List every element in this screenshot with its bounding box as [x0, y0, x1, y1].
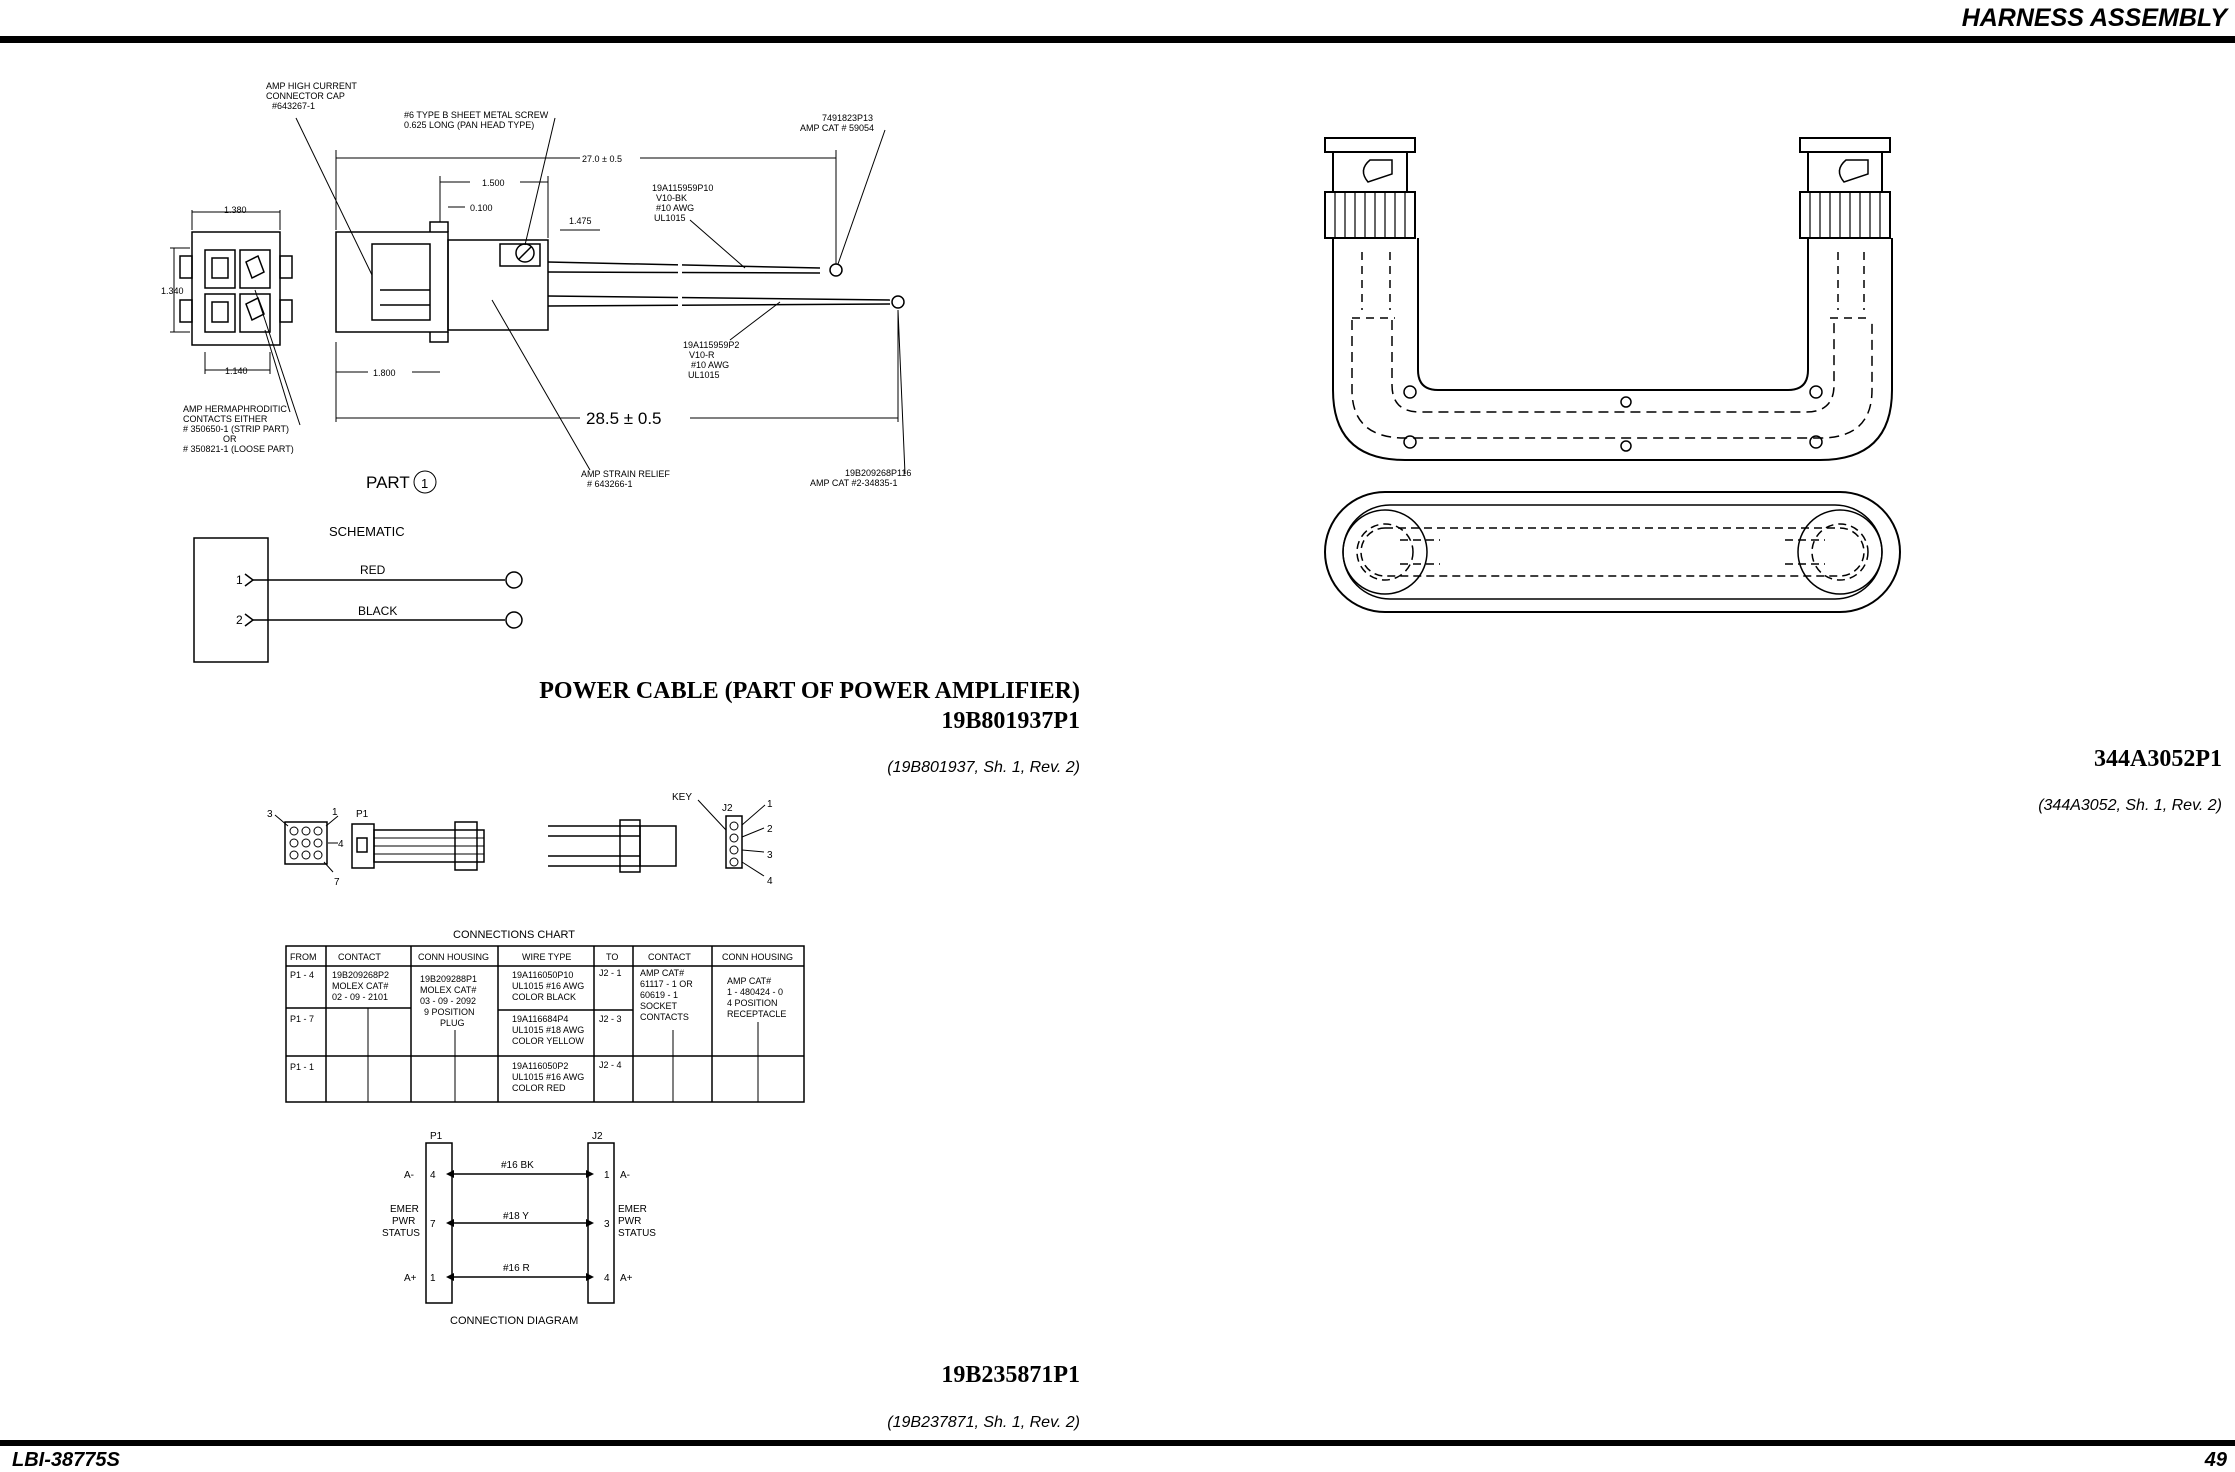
p1-pin-7: 7	[334, 877, 340, 888]
connector-side-view	[336, 222, 904, 342]
left-label-a-minus: A-	[404, 1170, 414, 1181]
wire-r-callout-4: UL1015	[688, 370, 720, 380]
dim-0100: 0.100	[470, 203, 493, 213]
cable-19b235871-labels	[267, 792, 773, 888]
wire-bk-callout-3: #10 AWG	[656, 203, 695, 213]
chart-header-to: TO	[606, 952, 619, 962]
cable-344a3052-drawing	[1325, 138, 1900, 612]
chart-header-contact-2: CONTACT	[648, 952, 691, 962]
right-label-pwr: PWR	[618, 1216, 642, 1227]
cap-callout-1: AMP HIGH CURRENT	[266, 81, 357, 91]
row1-to: J2 - 1	[599, 968, 622, 978]
p1-housing-4: 9 POSITION	[424, 1007, 475, 1017]
p1-label: P1	[356, 809, 369, 820]
power-cable-labels	[161, 81, 911, 627]
dim-1475: 1.475	[569, 216, 592, 226]
schematic-drawing	[194, 538, 522, 662]
p1-pin-3: 3	[267, 809, 273, 820]
diagram-p1-pin-4: 4	[430, 1170, 436, 1181]
chart-header-housing-2: CONN HOUSING	[722, 952, 794, 962]
contacts-callout-4: OR	[223, 434, 237, 444]
dim-1800: 1.800	[373, 368, 396, 378]
wire-bk-callout-1: 19A115959P10	[652, 183, 714, 193]
lug-bottom-callout-2: AMP CAT #2-34835-1	[810, 478, 898, 488]
row2-to: J2 - 3	[599, 1014, 622, 1024]
schematic-wire-red: RED	[360, 563, 386, 577]
wire-18y: #18 Y	[503, 1211, 529, 1222]
schematic-pin-2: 2	[236, 613, 243, 627]
wire-r-callout-3: #10 AWG	[691, 360, 730, 370]
j2-contact-3: 60619 - 1	[640, 990, 679, 1000]
chart-header-wire: WIRE TYPE	[522, 952, 572, 962]
power-cable-reference: (19B801937, Sh. 1, Rev. 2)	[887, 759, 1080, 776]
j2-housing-3: 4 POSITION	[727, 998, 778, 1008]
row3-wire-2: UL1015 #16 AWG	[512, 1072, 585, 1082]
j2-label: J2	[722, 803, 733, 814]
side-dims	[336, 150, 898, 422]
part-label: PART	[366, 473, 410, 492]
cap-callout-3: #643267-1	[272, 101, 316, 111]
power-cable-title-line1: POWER CABLE (PART OF POWER AMPLIFIER)	[539, 678, 1080, 704]
diagram-p1-pin-1: 1	[430, 1273, 436, 1284]
row2-wire-2: UL1015 #18 AWG	[512, 1025, 585, 1035]
diagram-p1-pin-7: 7	[430, 1219, 436, 1230]
right-label-status: STATUS	[618, 1228, 656, 1239]
document-number: LBI-38775S	[12, 1449, 120, 1471]
row1-from: P1 - 4	[290, 970, 315, 980]
diagram-j2-pin-4: 4	[604, 1273, 610, 1284]
j2-housing-2: 1 - 480424 - 0	[727, 987, 784, 997]
wire-bk-callout-2: V10-BK	[656, 193, 688, 203]
cable-344a3052-reference: (344A3052, Sh. 1, Rev. 2)	[2038, 797, 2222, 814]
p1-pin-1: 1	[332, 807, 338, 818]
dim-overall: 27.0 ± 0.5	[582, 154, 622, 164]
p1-contact-1: 19B209268P2	[332, 970, 390, 980]
diagram-j2-pin-3: 3	[604, 1219, 610, 1230]
part-number: 1	[421, 476, 429, 491]
j2-contact-1: AMP CAT#	[640, 968, 685, 978]
p1-housing-2: MOLEX CAT#	[420, 985, 477, 995]
left-label-emer: EMER	[390, 1204, 419, 1215]
diagram-title: CONNECTION DIAGRAM	[450, 1315, 579, 1327]
cable-19b235871-part: 19B235871P1	[941, 1362, 1080, 1388]
row3-to: J2 - 4	[599, 1060, 622, 1070]
cable-19b235871-reference: (19B237871, Sh. 1, Rev. 2)	[887, 1414, 1080, 1431]
screw-callout-1: #6 TYPE B SHEET METAL SCREW	[404, 110, 549, 120]
p1-housing-5: PLUG	[440, 1018, 465, 1028]
row2-wire-3: COLOR YELLOW	[512, 1036, 584, 1046]
page-header-title: HARNESS ASSEMBLY	[1961, 4, 2227, 32]
dim-1340: 1.340	[161, 286, 184, 296]
screw-callout-2: 0.625 LONG (PAN HEAD TYPE)	[404, 120, 535, 130]
connection-diagram	[382, 1131, 656, 1327]
left-label-status: STATUS	[382, 1228, 420, 1239]
diagram-j2: J2	[592, 1131, 603, 1142]
wire-r-callout-2: V10-R	[689, 350, 715, 360]
chart-header-from: FROM	[290, 952, 317, 962]
contacts-callout-5: # 350821-1 (LOOSE PART)	[183, 444, 294, 454]
diagram-p1: P1	[430, 1131, 443, 1142]
p1-housing-1: 19B209288P1	[420, 974, 478, 984]
left-label-a-plus: A+	[404, 1273, 417, 1284]
row1-wire-1: 19A116050P10	[512, 970, 574, 980]
row3-wire-1: 19A116050P2	[512, 1061, 569, 1071]
j2-contact-5: CONTACTS	[640, 1012, 689, 1022]
row1-wire-2: UL1015 #16 AWG	[512, 981, 585, 991]
dim-1500: 1.500	[482, 178, 505, 188]
j2-pin-4: 4	[767, 876, 773, 887]
row2-from: P1 - 7	[290, 1014, 315, 1024]
right-label-a-minus: A-	[620, 1170, 630, 1181]
p1-contact-3: 02 - 09 - 2101	[332, 992, 389, 1002]
j2-housing-1: AMP CAT#	[727, 976, 772, 986]
key-label: KEY	[672, 792, 693, 803]
row3-from: P1 - 1	[290, 1062, 315, 1072]
page-number: 49	[2204, 1449, 2227, 1471]
lug-bottom-callout-1: 19B209268P116	[845, 468, 912, 478]
j2-contact-4: SOCKET	[640, 1001, 678, 1011]
dim-1140: 1.140	[225, 366, 248, 376]
chart-header-housing: CONN HOUSING	[418, 952, 490, 962]
lug-top-callout-2: AMP CAT # 59054	[800, 123, 875, 133]
left-label-pwr: PWR	[392, 1216, 416, 1227]
cable-344a3052-part: 344A3052P1	[2094, 746, 2222, 772]
j2-pin-3: 3	[767, 850, 773, 861]
dim-1380: 1.380	[224, 205, 247, 215]
power-cable-drawing	[170, 118, 905, 662]
chart-header-contact: CONTACT	[338, 952, 381, 962]
relief-callout-1: AMP STRAIN RELIEF	[581, 469, 670, 479]
contacts-callout-3: # 350650-1 (STRIP PART)	[183, 424, 290, 434]
cable-19b235871-drawing	[275, 800, 765, 876]
diagram-j2-pin-1: 1	[604, 1170, 610, 1181]
row2-wire-1: 19A116684P4	[512, 1014, 569, 1024]
schematic-title: SCHEMATIC	[329, 524, 405, 539]
p1-pin-4: 4	[338, 839, 344, 850]
connector-front-view	[180, 232, 292, 345]
row1-wire-3: COLOR BLACK	[512, 992, 577, 1002]
j2-contact-2: 61117 - 1 OR	[640, 979, 693, 989]
wire-16bk: #16 BK	[501, 1160, 534, 1171]
front-dims	[170, 210, 280, 374]
relief-callout-2: # 643266-1	[587, 479, 633, 489]
j2-pin-2: 2	[767, 824, 773, 835]
right-label-emer: EMER	[618, 1204, 647, 1215]
j2-housing-4: RECEPTACLE	[727, 1009, 787, 1019]
p1-housing-3: 03 - 09 - 2092	[420, 996, 477, 1006]
p1-contact-2: MOLEX CAT#	[332, 981, 389, 991]
schematic-pin-1: 1	[236, 573, 243, 587]
j2-pin-1: 1	[767, 799, 773, 810]
right-label-a-plus: A+	[620, 1273, 633, 1284]
contacts-callout-1: AMP HERMAPHRODITIC	[183, 404, 287, 414]
dim-length: 28.5 ± 0.5	[586, 409, 662, 428]
lug-top-callout-1: 7491823P13	[822, 113, 874, 123]
wire-bk-callout-4: UL1015	[654, 213, 686, 223]
wire-16r: #16 R	[503, 1263, 530, 1274]
chart-title: CONNECTIONS CHART	[453, 929, 576, 941]
wire-r-callout-1: 19A115959P2	[683, 340, 740, 350]
connections-chart	[286, 929, 804, 1102]
contacts-callout-2: CONTACTS EITHER	[183, 414, 268, 424]
cap-callout-2: CONNECTOR CAP	[266, 91, 345, 101]
row3-wire-3: COLOR RED	[512, 1083, 566, 1093]
power-cable-title-line2: 19B801937P1	[941, 708, 1080, 734]
schematic-wire-black: BLACK	[358, 604, 398, 618]
